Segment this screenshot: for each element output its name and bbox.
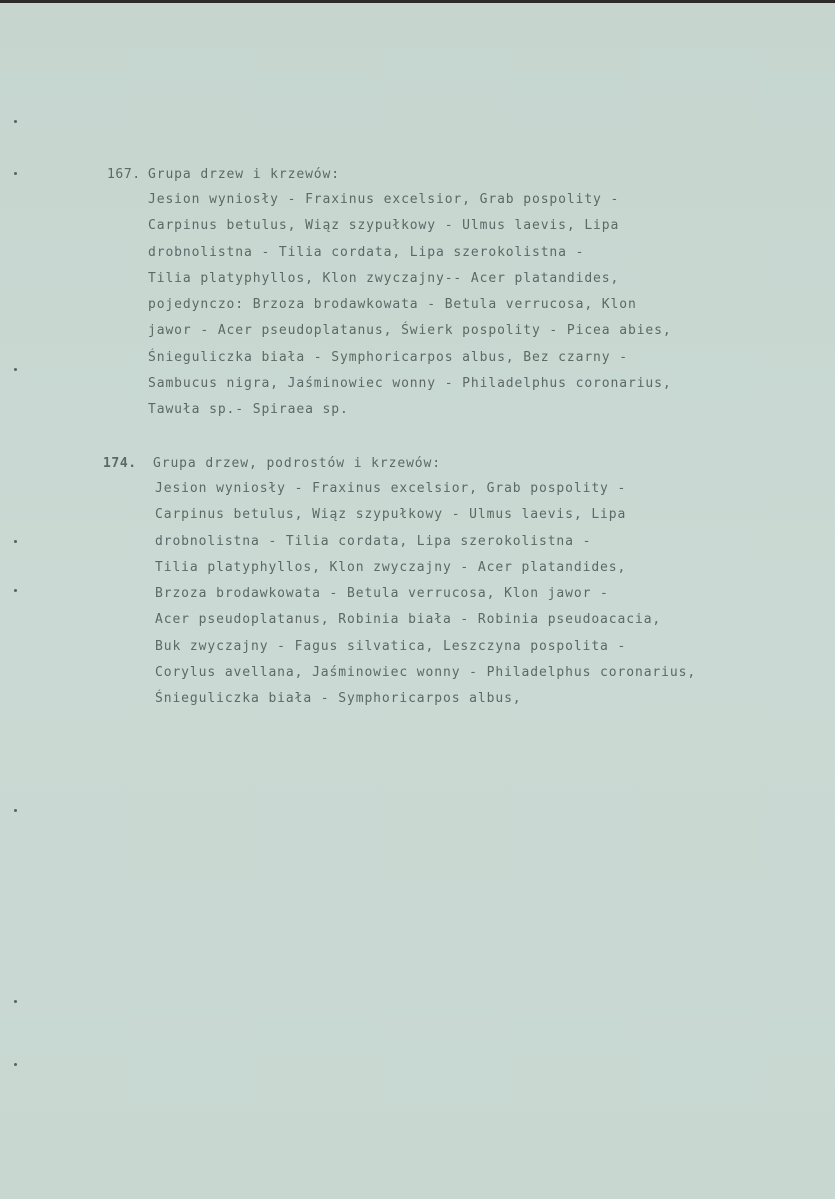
description-line: Carpinus betulus, Wiąz szypułkowy - Ulmus laevis, Lipa	[155, 507, 627, 523]
entry-description	[148, 187, 672, 424]
margin-speck	[14, 1000, 17, 1003]
margin-speck	[14, 809, 17, 812]
description-line: Corylus avellana, Jaśminowiec wonny - Philadelphus coronarius,	[155, 665, 697, 681]
description-line: jawor - Acer pseudoplatanus, Świerk pospolity - Picea abies,	[148, 323, 672, 339]
entry-number: 174.	[103, 456, 137, 471]
description-line: Acer pseudoplatanus, Robinia biała - Robinia pseudoacacia,	[155, 612, 662, 628]
description-line: Carpinus betulus, Wiąz szypułkowy - Ulmus laevis, Lipa	[148, 218, 620, 234]
description-line: Śnieguliczka biała - Symphoricarpos albus, Bez czarny -	[148, 349, 628, 365]
description-line: drobnolistna - Tilia cordata, Lipa szerokolistna -	[148, 244, 585, 260]
description-line: Sambucus nigra, Jaśminowiec wonny - Philadelphus coronarius,	[148, 376, 672, 392]
entry-title: Grupa drzew, podrostów i krzewów:	[153, 456, 441, 471]
description-line: drobnolistna - Tilia cordata, Lipa szerokolistna -	[155, 533, 592, 549]
margin-speck	[14, 172, 17, 175]
margin-speck	[14, 120, 17, 123]
entry-title: Grupa drzew i krzewów:	[148, 167, 340, 182]
description-line: Buk zwyczajny - Fagus silvatica, Leszczyna pospolita -	[155, 638, 627, 654]
margin-speck	[14, 368, 17, 371]
description-line: Jesion wyniosły - Fraxinus excelsior, Grab pospolity -	[148, 192, 620, 207]
description-line: Tilia platyphyllos, Klon zwyczajny-- Acer platandides,	[148, 270, 620, 286]
margin-speck	[14, 540, 17, 543]
description-line: Jesion wyniosły - Fraxinus excelsior, Grab pospolity -	[155, 481, 627, 496]
margin-speck	[14, 1063, 17, 1066]
description-line: Tawuła sp.- Spiraea sp.	[148, 402, 349, 418]
description-line: Brzoza brodawkowata - Betula verrucosa, Klon jawor -	[155, 586, 609, 602]
margin-speck	[14, 589, 17, 592]
scan-top-edge	[0, 0, 835, 3]
entry-number: 167.	[107, 167, 141, 182]
entry-description	[155, 476, 696, 713]
description-line: Śnieguliczka biała - Symphoricarpos albus,	[155, 691, 522, 707]
description-line: Tilia platyphyllos, Klon zwyczajny - Acer platandides,	[155, 559, 627, 575]
description-line: pojedynczo: Brzoza brodawkowata - Betula verrucosa, Klon	[148, 297, 637, 313]
